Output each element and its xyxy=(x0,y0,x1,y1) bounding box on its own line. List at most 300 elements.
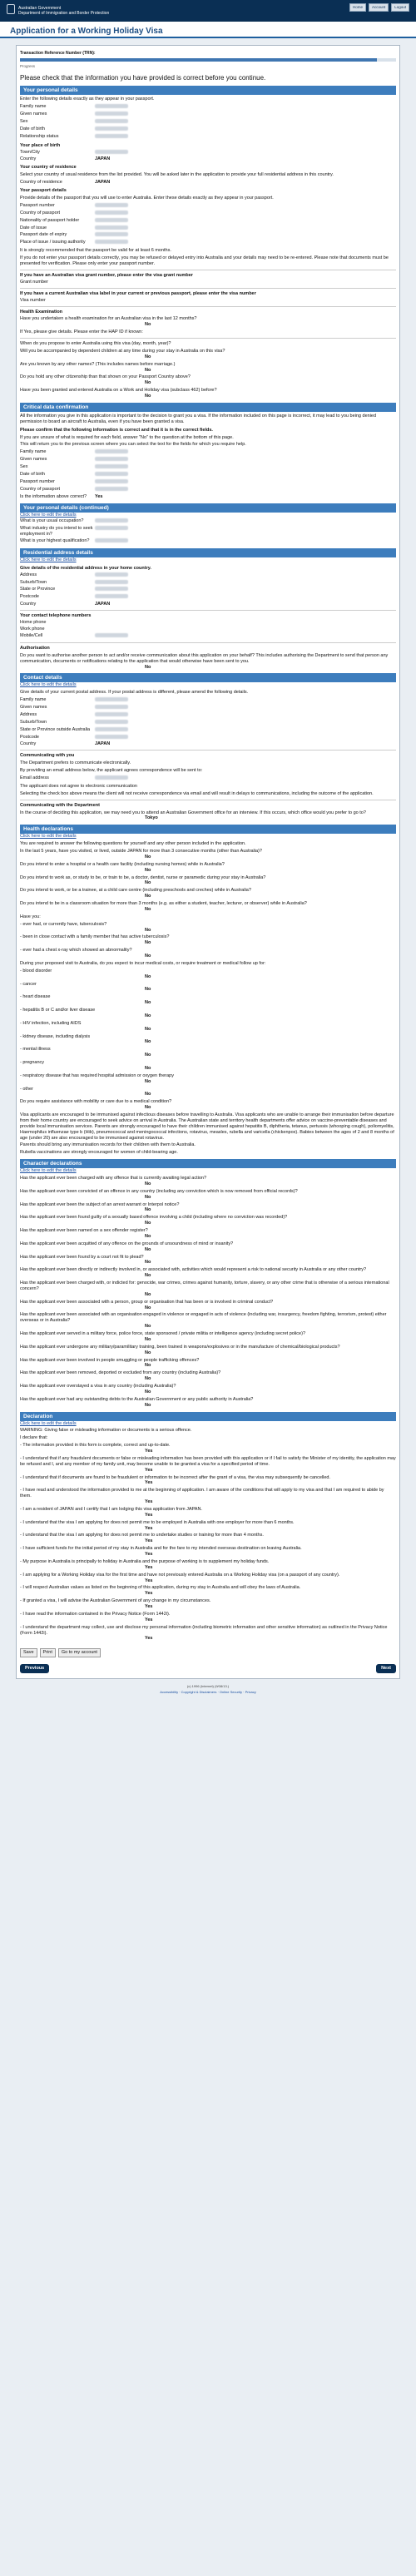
question-row xyxy=(20,1034,396,1046)
question-text: - ever had a chest x-ray which showed an abnormality? xyxy=(20,948,132,954)
field-row xyxy=(20,449,396,456)
field-label: Relationship status xyxy=(20,133,59,139)
info-text: I declare that: xyxy=(20,1435,48,1441)
progress-label: Progress xyxy=(20,64,36,69)
field-label: Country of passport xyxy=(20,486,60,492)
answer-value: No xyxy=(145,1013,151,1018)
page-title-bar xyxy=(0,22,416,38)
field-label: Place of issue / issuing authority xyxy=(20,240,86,245)
question-text: Has the applicant ever been directly or indirectly involved in, or associated with, activities which would represent a risk to national security in Australia or any other country? xyxy=(20,1267,367,1273)
field-row xyxy=(20,464,396,471)
answer-value: No xyxy=(145,954,151,959)
field-label: Given names xyxy=(20,705,47,711)
field-row xyxy=(20,526,396,537)
redacted-value xyxy=(95,587,128,591)
redacted-value xyxy=(95,487,128,491)
answer-value: No xyxy=(145,1092,151,1097)
question-text: Do you intend to enter a hospital or a health care facility (including nursing homes) while in Australia? xyxy=(20,861,225,867)
field-label: Date of issue xyxy=(20,225,47,230)
answer-value: Yes xyxy=(145,1449,153,1454)
field-row xyxy=(20,111,396,118)
answer-value: No xyxy=(145,1273,151,1279)
info-text: If you are unsure of what is required for each field, answer "No" to the question at the bottom of this page. xyxy=(20,434,234,440)
footer-text: (c) 1996 (Internet) (9/08/13.) xyxy=(186,1684,230,1689)
answer-value: No xyxy=(145,987,151,993)
field-row xyxy=(20,538,396,545)
divider xyxy=(20,642,396,643)
question-text: Do you want to authorise another person to act and/or receive communication about this application on your behalf? This includes authorising the Department to send that person any communication, documents or notifications relating to the application that would otherwise have been sent to you. xyxy=(20,652,389,664)
field-label: Postcode xyxy=(20,594,39,600)
question-text: Has the applicant ever been charged with any offence that is currently awaiting legal action? xyxy=(20,1176,207,1181)
question-row xyxy=(20,948,396,959)
answer-value: Yes xyxy=(145,1512,153,1518)
info-text: During your proposed visit to Australia, do you expect to incur medical costs, or require treatment or medical follow up for: xyxy=(20,960,266,966)
question-row xyxy=(20,1099,396,1111)
question-row xyxy=(20,1176,396,1187)
field-label: Sex xyxy=(20,119,28,125)
question-text: Has the applicant ever been charged with, or indicted for: genocide, war crimes, crimes against humanity, torture, slavery, or any other crime that is otherwise of a serious international concern? xyxy=(20,1281,389,1291)
save-button[interactable]: Save xyxy=(20,1648,37,1657)
top-nav xyxy=(349,3,409,12)
field-label: Passport number xyxy=(20,202,55,208)
field-row xyxy=(20,735,396,741)
field-label: Suburb/Town xyxy=(20,719,47,725)
field-label: Family name xyxy=(20,104,47,110)
field-value xyxy=(95,126,396,133)
question-text: - kidney disease, including dialysis xyxy=(20,1033,91,1039)
redacted-value xyxy=(95,479,128,483)
previous-button[interactable]: Previous xyxy=(20,1664,49,1673)
field-value xyxy=(95,298,396,304)
field-row xyxy=(20,156,396,162)
section-heading: Your personal details xyxy=(20,86,396,95)
field-value xyxy=(95,594,396,601)
question-row xyxy=(20,1300,396,1311)
question-row xyxy=(20,316,396,328)
field-value xyxy=(95,705,396,711)
answer-value: No xyxy=(145,1336,151,1342)
field-row xyxy=(20,134,396,141)
field-label: State or Province outside Australia xyxy=(20,726,91,732)
field-row xyxy=(20,126,396,133)
top-header xyxy=(0,0,416,22)
question-text: - If granted a visa, I will advise the Australian Government of any change in my circumstances. xyxy=(20,1598,211,1604)
question-row xyxy=(20,1559,396,1571)
answer-value: Tokyo xyxy=(145,815,158,821)
question-text: - respiratory disease that has required hospital admission or oxygen therapy xyxy=(20,1073,174,1078)
section-heading: Residential address details xyxy=(20,548,396,557)
redacted-value xyxy=(95,712,128,716)
field-value xyxy=(95,104,396,111)
field-value xyxy=(95,218,396,225)
answer-value: No xyxy=(145,394,151,399)
question-text: Has the applicant ever been associated with a person, group or organisation that has been or is involved in criminal conduct? xyxy=(20,1299,274,1305)
question-text: Has the applicant ever overstayed a visa in any country (including Australia)? xyxy=(20,1384,176,1390)
redacted-value xyxy=(95,775,128,780)
go-to-account-button[interactable]: Go to my account xyxy=(58,1648,101,1657)
redacted-value xyxy=(95,697,128,701)
field-label: Country of passport xyxy=(20,210,60,215)
field-value xyxy=(95,735,396,741)
field-label: Is the information above correct? xyxy=(20,493,87,499)
question-text: Are you known by any other names? (This includes names before marriage.) xyxy=(20,361,176,367)
field-row xyxy=(20,775,396,782)
field-label: Nationality of passport holder xyxy=(20,217,80,223)
field-row xyxy=(20,705,396,711)
answer-value: No xyxy=(145,1026,151,1032)
question-text: - The information provided in this form is complete, correct and up-to-date. xyxy=(20,1443,171,1449)
question-text: Has the applicant ever been named on a sex offender register? xyxy=(20,1228,148,1234)
redacted-value xyxy=(95,735,128,739)
question-text: If Yes, please give details. Please enter the HAP ID if known: xyxy=(20,329,143,335)
government-crest-icon xyxy=(7,4,15,14)
question-text: - I have read the information contained in the Privacy Notice (Form 1442i). xyxy=(20,1611,171,1617)
field-label: Date of birth xyxy=(20,126,45,131)
field-value xyxy=(95,587,396,593)
question-text: - I understand that if any fraudulent documents or false or misleading information has been provided with this application or if I fail to satisfy the Minister of my identity, the application may be refused and I, and any member of my family unit, may become unable to be granted a visa for a specified period of time. xyxy=(20,1455,396,1467)
field-label: Postcode xyxy=(20,734,39,740)
field-value xyxy=(95,775,396,782)
redacted-value xyxy=(95,126,128,131)
redacted-value xyxy=(95,232,128,236)
field-row xyxy=(20,225,396,232)
question-text: - HIV infection, including AIDS xyxy=(20,1020,82,1026)
question-row xyxy=(20,653,396,671)
question-row xyxy=(20,1255,396,1266)
subheading: If you have an Australian visa grant number, please enter the visa grant number xyxy=(20,272,193,278)
info-text: Select your country of usual residence from the list provided. You will be asked later in the application to provide your full residential address in this country. xyxy=(20,172,334,178)
answer-value: No xyxy=(145,1291,151,1297)
field-value xyxy=(95,150,396,156)
answer-value: No xyxy=(145,1376,151,1382)
field-row xyxy=(20,150,396,156)
field-value xyxy=(95,572,396,579)
answer-value: No xyxy=(145,1324,151,1330)
field-value xyxy=(95,119,396,126)
question-row xyxy=(20,1189,396,1201)
field-label: Given names xyxy=(20,111,47,117)
question-text: - mental illness xyxy=(20,1047,51,1053)
question-text: Has the applicant ever been the subject of an arrest warrant or Interpol notice? xyxy=(20,1201,180,1207)
question-row xyxy=(20,1612,396,1623)
field-value xyxy=(95,538,396,545)
question-text: - cancer xyxy=(20,981,37,987)
field-value xyxy=(95,280,396,285)
subheading: Communicating with you xyxy=(20,753,75,759)
answer-value: No xyxy=(145,973,151,979)
edit-link[interactable]: Click here to edit the details xyxy=(20,1420,77,1426)
answer-value: No xyxy=(145,927,151,933)
field-value: JAPAN xyxy=(95,602,111,607)
field-row xyxy=(20,594,396,601)
answer-value: Yes xyxy=(145,1564,153,1570)
footer-link-privacy[interactable]: Privacy xyxy=(245,1690,256,1695)
redacted-value xyxy=(95,580,128,584)
answer-value: No xyxy=(145,367,151,373)
question-text: In the last 5 years, have you visited, or lived, outside JAPAN for more than 3 consecutive months (other than Australia)? xyxy=(20,849,262,855)
field-row xyxy=(20,572,396,579)
edit-link[interactable]: Click here to edit the details xyxy=(20,512,77,518)
form-container xyxy=(16,45,400,1679)
field-row xyxy=(20,280,396,285)
question-text: Has the applicant ever been found guilty of a sexually based offence involving a child (including where no conviction was recorded)? xyxy=(20,1215,288,1221)
review-sections xyxy=(20,86,396,1642)
field-row xyxy=(20,741,396,747)
nav-row xyxy=(20,1664,396,1673)
field-row xyxy=(20,494,396,500)
question-text: - I understand that if documents are found to be fraudulent or information to be incorrect after the grant of a visa, the visa may subsequently be cancelled. xyxy=(20,1474,330,1480)
field-row xyxy=(20,211,396,217)
footer-link-security[interactable]: Online Security xyxy=(219,1690,243,1695)
field-label: Visa number xyxy=(20,297,46,303)
info-text: The applicant does not agree to electronic communication xyxy=(20,783,137,789)
question-row xyxy=(20,1625,396,1642)
field-label: Work phone xyxy=(20,627,45,632)
section xyxy=(20,825,396,1156)
section-heading: Character declarations xyxy=(20,1159,396,1168)
question-row xyxy=(20,810,396,822)
edit-link[interactable]: Click here to edit the details xyxy=(20,682,77,688)
field-row xyxy=(20,472,396,478)
field-label: Passport number xyxy=(20,478,55,484)
field-row xyxy=(20,218,396,225)
field-row xyxy=(20,627,396,632)
answer-value: No xyxy=(145,940,151,946)
info-text: Give details of your current postal address. If your postal address is different, please amend the following details. xyxy=(20,690,249,696)
account-button[interactable]: Account xyxy=(369,3,389,12)
question-row xyxy=(20,1533,396,1544)
field-value xyxy=(95,211,396,217)
redacted-value xyxy=(95,538,128,542)
question-row xyxy=(20,1358,396,1370)
field-label: Passport date of expiry xyxy=(20,232,67,238)
subheading: Your place of birth xyxy=(20,142,61,148)
answer-value: No xyxy=(145,1233,151,1239)
field-value: JAPAN xyxy=(95,741,111,747)
info-text: You are required to answer the following questions for yourself and any other person included in the application. xyxy=(20,841,246,847)
field-label: Sex xyxy=(20,464,28,470)
question-row xyxy=(20,374,396,386)
answer-value: Yes xyxy=(145,1636,153,1642)
answer-value: No xyxy=(145,1246,151,1252)
info-text: Enter the following details exactly as they appear in your passport. xyxy=(20,97,155,102)
field-row xyxy=(20,697,396,704)
home-button[interactable]: Home xyxy=(349,3,366,12)
answer-value: Yes xyxy=(145,1499,153,1505)
question-text: - I understand that the visa I am applying for does not permit me to be employed in Australia with one employer for more than 6 months. xyxy=(20,1519,295,1525)
field-value xyxy=(95,457,396,463)
field-label: Country of residence xyxy=(20,180,62,186)
answer-value: No xyxy=(145,880,151,886)
field-value xyxy=(95,580,396,587)
question-text: Has the applicant ever served in a military force, police force, state sponsored / private militia or intelligence agency (including secret police)? xyxy=(20,1331,306,1337)
question-text: - ever had, or currently have, tuberculosis? xyxy=(20,921,107,927)
field-value xyxy=(95,620,396,626)
field-row xyxy=(20,203,396,210)
question-text: - been in close contact with a family member that has active tuberculosis? xyxy=(20,934,170,940)
question-text: Do you require assistance with mobility or care due to a medical condition? xyxy=(20,1099,172,1105)
question-text: Do you intend to be in a classroom situation for more than 3 months (e.g. as either a student, teacher, lecturer, or observer) while in Australia? xyxy=(20,901,307,907)
question-text: - I understand that the visa I am applying for does not permit me to undertake studies or training for more than 4 months. xyxy=(20,1533,264,1538)
question-row xyxy=(20,1267,396,1279)
redacted-value xyxy=(95,449,128,453)
question-row xyxy=(20,1475,396,1487)
redacted-value xyxy=(95,211,128,215)
field-value xyxy=(95,627,396,632)
subheading: Communicating with the Department xyxy=(20,802,100,808)
field-value xyxy=(95,464,396,471)
field-row xyxy=(20,119,396,126)
divider xyxy=(20,288,396,289)
answer-value: Yes xyxy=(145,1578,153,1583)
section-heading: Health declarations xyxy=(20,825,396,834)
info-text: Parents should bring any immunisation records for their children with them to Australia. xyxy=(20,1142,196,1148)
question-text: - I have sufficient funds for the initial period of my stay in Australia and for the fare to my intended overseas destination on leaving Australia. xyxy=(20,1546,302,1552)
answer-value: No xyxy=(145,1000,151,1006)
redacted-value xyxy=(95,104,128,108)
question-row xyxy=(20,1073,396,1085)
question-text: Do you intend to work as, or study to be, or train to be, a doctor, dentist, nurse or paramedic during your stay in Australia? xyxy=(20,874,266,880)
footer-link-accessibility[interactable]: Accessibility xyxy=(160,1690,179,1695)
next-button[interactable]: Next xyxy=(376,1664,396,1673)
answer-value: No xyxy=(145,1181,151,1186)
info-text: By providing an email address below, the applicant agrees correspondence will be sent to: xyxy=(20,768,203,774)
answer-value: No xyxy=(145,1207,151,1213)
field-value xyxy=(95,134,396,141)
question-row xyxy=(20,1047,396,1058)
section-heading: Declaration xyxy=(20,1412,396,1421)
info-text: The Department prefers to communicate electronically. xyxy=(20,760,131,766)
field-label: State or Province xyxy=(20,587,56,592)
answer-value: Yes xyxy=(145,1525,153,1531)
question-row xyxy=(20,1507,396,1518)
subheading: Authorisation xyxy=(20,645,50,651)
answer-value: No xyxy=(145,867,151,873)
question-row xyxy=(20,1228,396,1240)
section xyxy=(20,548,396,671)
redacted-value xyxy=(95,134,128,138)
question-row xyxy=(20,1384,396,1395)
question-row xyxy=(20,862,396,874)
field-label: Country xyxy=(20,602,37,607)
field-row xyxy=(20,479,396,486)
question-row xyxy=(20,362,396,374)
field-value: JAPAN xyxy=(95,156,111,162)
subheading: Your country of residence xyxy=(20,165,77,171)
edit-link[interactable]: Click here to edit the details xyxy=(20,834,77,840)
section xyxy=(20,503,396,545)
question-row xyxy=(20,922,396,934)
subheading: Your passport details xyxy=(20,188,67,194)
logout-button[interactable]: Logout xyxy=(391,3,409,12)
redacted-value xyxy=(95,240,128,244)
question-text: - I am a resident of JAPAN and I certify that I am lodging this visa application from JAPAN. xyxy=(20,1506,202,1512)
question-row xyxy=(20,349,396,360)
question-text: - I have read and understood the information provided to me at the beginning of application. I am aware of the conditions that will apply to my visa and that I am required to abide by them. xyxy=(20,1488,384,1499)
redacted-value xyxy=(95,727,128,731)
info-text: It is strongly recommended that the passport be valid for at least 6 months. xyxy=(20,248,171,254)
subheading: Your contact telephone numbers xyxy=(20,613,92,619)
question-row xyxy=(20,341,396,347)
field-value xyxy=(95,203,396,210)
answer-value: No xyxy=(145,1053,151,1058)
question-text: Do you hold any other citizenship than that shown on your Passport Country above? xyxy=(20,374,191,380)
question-text: - I will respect Australian values as listed on the beginning of this application, during my stay in Australia and will obey the laws of Australia. xyxy=(20,1585,301,1591)
answer-value: No xyxy=(145,1402,151,1408)
answer-value: No xyxy=(145,1389,151,1395)
field-value: Yes xyxy=(95,493,103,499)
field-label: Suburb/Town xyxy=(20,579,47,585)
answer-value: Yes xyxy=(145,1591,153,1597)
info-text: Visa applicants are encouraged to be immunised against infectious diseases before travelling to Australia. Visa applicants who are unable to arrange their immunisation before departure from their home country are encouraged to seek advice on arrival in Australia. The Australian state and territory health departments offer advice on vaccine-preventable diseases and provide local immunisation services. Parents are strongly encouraged to have their children immunised against hepatitis B, diphtheria, tetanus, pertussis (whooping cough), poliomyelitis, Haemophilus influenzae type b (Hib), pneumococcal and meningococcal infections, rotavirus, measles, rubella and varicella (chickenpox). Babies between the ages of 2 and 8 months of age (under 20) are also encouraged to be immunised against rotavirus. xyxy=(20,1112,394,1141)
question-text: Do you intend to work, or be a trainee, at a child care centre (including preschools and creches) while in Australia? xyxy=(20,888,251,894)
question-row xyxy=(20,1008,396,1019)
question-text: Have you undertaken a health examination for an Australian visa in the last 12 months? xyxy=(20,316,197,322)
redacted-value xyxy=(95,518,128,523)
question-row xyxy=(20,1488,396,1505)
field-row xyxy=(20,587,396,593)
divider xyxy=(20,610,396,611)
edit-link[interactable]: Click here to edit the details xyxy=(20,1168,77,1174)
field-label: Country xyxy=(20,741,37,747)
info-text: WARNING: Giving false or misleading information or documents is a serious offence. xyxy=(20,1428,192,1434)
question-row xyxy=(20,982,396,993)
answer-value: No xyxy=(145,1305,151,1310)
redacted-value xyxy=(95,464,128,468)
divider xyxy=(20,338,396,339)
question-row xyxy=(20,329,396,335)
redacted-value xyxy=(95,594,128,598)
field-row xyxy=(20,240,396,246)
question-row xyxy=(20,1520,396,1532)
question-row xyxy=(20,1598,396,1610)
edit-link[interactable]: Click here to edit the details xyxy=(20,557,77,562)
redacted-value xyxy=(95,472,128,476)
info-text: All the information you give in this application is important to the decision to grant you a visa. If the information included on this page is incorrect, it may lead to you being denied permission to board an aircraft to Australia, even if you have been granted a visa. xyxy=(20,413,377,424)
question-text: Have you been granted and entered Australia on a Work and Holiday visa (subclass 462) before? xyxy=(20,388,217,394)
section-heading: Critical data confirmation xyxy=(20,403,396,412)
question-text: - blood disorder xyxy=(20,968,52,973)
question-row xyxy=(20,875,396,887)
question-row xyxy=(20,934,396,946)
field-value xyxy=(95,720,396,726)
question-row xyxy=(20,1202,396,1214)
question-text: - other xyxy=(20,1086,33,1092)
question-text: - heart disease xyxy=(20,994,51,1000)
field-value xyxy=(95,487,396,493)
action-row xyxy=(20,1648,396,1657)
field-value xyxy=(95,727,396,734)
print-button[interactable]: Print xyxy=(40,1648,56,1657)
question-text: Has the applicant ever undergone any military/paramilitary training, been trained in weapons/explosives or in the manufacture of chemical/biological products? xyxy=(20,1344,340,1350)
redacted-value xyxy=(95,150,128,154)
field-row xyxy=(20,180,396,186)
redacted-value xyxy=(95,203,128,207)
section xyxy=(20,673,396,821)
question-row xyxy=(20,1397,396,1409)
section xyxy=(20,1159,396,1408)
question-row xyxy=(20,1345,396,1356)
question-row xyxy=(20,1281,396,1298)
question-row xyxy=(20,1087,396,1098)
answer-value: No xyxy=(145,1105,151,1111)
question-text: - I am applying for a Working Holiday visa for the first time and have not previously entered Australia on a Working Holiday visa (on a passport of any country). xyxy=(20,1572,340,1578)
field-label: Grant number xyxy=(20,279,48,285)
field-label: What is your usual occupation? xyxy=(20,518,84,524)
progress-bar xyxy=(20,58,396,62)
footer-link-copyright[interactable]: Copyright & Disclaimers xyxy=(181,1690,217,1695)
question-row xyxy=(20,888,396,899)
